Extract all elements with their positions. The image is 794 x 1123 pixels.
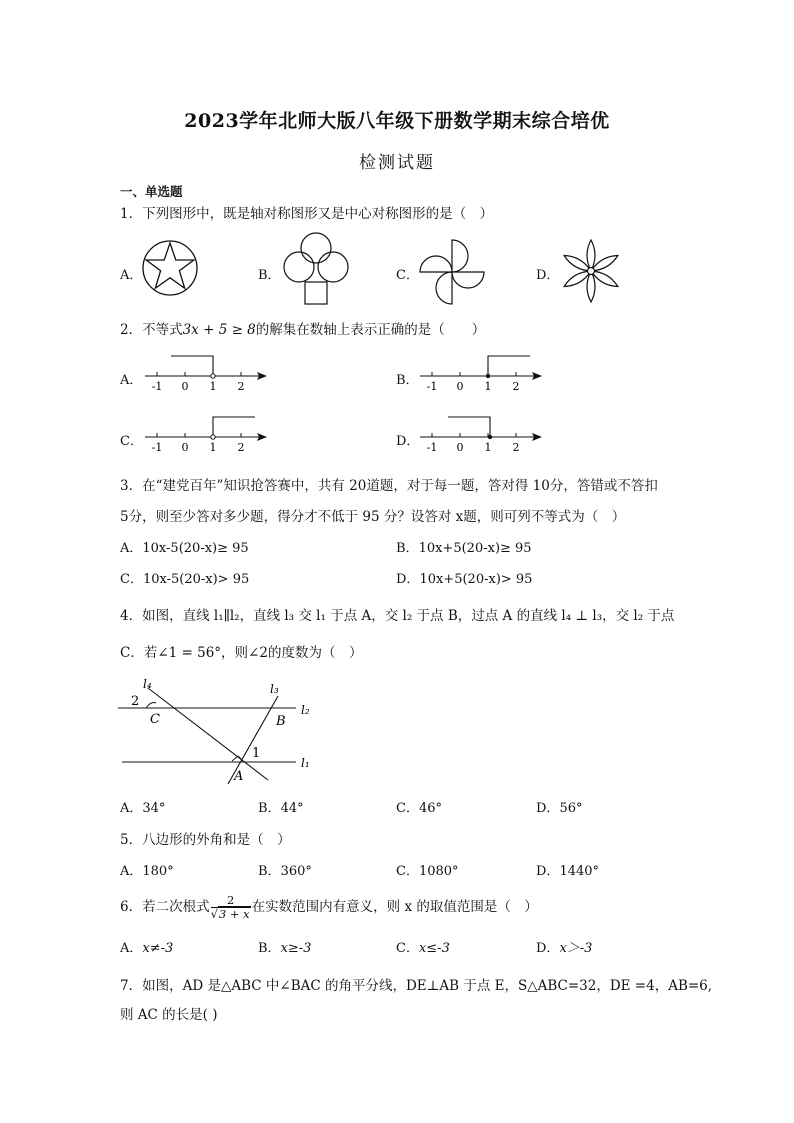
q5-option-c: C．1080° bbox=[396, 864, 459, 879]
number-line-a bbox=[145, 352, 270, 394]
q1-option-c-label: C． bbox=[396, 268, 419, 283]
tick-label: 1 bbox=[209, 380, 217, 393]
label-point-c: C bbox=[150, 712, 160, 727]
q5-option-a: A．180° bbox=[120, 864, 174, 879]
tick-label: -1 bbox=[151, 441, 163, 454]
label-l4: l₄ bbox=[143, 677, 152, 691]
q6-option-d: D．x＞-3 bbox=[536, 941, 593, 956]
q6-option-a: A．x≠-3 bbox=[120, 941, 174, 956]
tick-label: 2 bbox=[512, 441, 520, 454]
q5-option-b: B．360° bbox=[258, 864, 312, 879]
question-7-stem-line1: 7．如图，AD 是△ABC 中∠BAC 的角平分线，DE⊥AB 于点 E，S△ABC=32，DE =4，AB=6, bbox=[120, 978, 713, 994]
q4-option-a: A．34° bbox=[120, 801, 166, 816]
q1-option-d-label: D． bbox=[536, 268, 560, 283]
question-7-stem-line2: 则 AC 的长是( ) bbox=[120, 1007, 218, 1023]
number-line-c bbox=[145, 413, 270, 455]
q3-option-a: A．10x-5(20-x)≥ 95 bbox=[120, 541, 249, 556]
q3-option-d: D．10x+5(20-x)> 95 bbox=[396, 572, 533, 587]
q4-option-d: D．56° bbox=[536, 801, 583, 816]
tick-label: 0 bbox=[181, 441, 189, 454]
label-angle-1: 1 bbox=[252, 746, 261, 761]
page-subtitle: 检测试题 bbox=[359, 153, 435, 173]
q5-option-d: D．1440° bbox=[536, 864, 600, 879]
tick-label: 0 bbox=[181, 380, 189, 393]
question-4-stem-line1: 4．如图，直线 l₁∥l₂，直线 l₃ 交 l₁ 于点 A，交 l₂ 于点 B，过点 A 的直线 l₄ ⊥ l₃，交 l₂ 于点 bbox=[120, 608, 675, 624]
tick-label: 0 bbox=[456, 380, 464, 393]
pinwheel-icon bbox=[418, 238, 488, 308]
parallel-lines-diagram bbox=[118, 676, 328, 791]
tick-label: 2 bbox=[237, 441, 245, 454]
q2-option-a-label: A． bbox=[120, 373, 143, 388]
q2-option-d-label: D． bbox=[396, 434, 420, 449]
radical-fraction: $\frac{2}{√3 + x}$ bbox=[210, 893, 250, 921]
question-1-stem: 1．下列图形中，既是轴对称图形又是中心对称图形的是（ ） bbox=[120, 206, 494, 222]
tick-label: 2 bbox=[237, 380, 245, 393]
question-5-stem: 5．八边形的外角和是（ ） bbox=[120, 832, 291, 848]
tick-label: -1 bbox=[426, 380, 438, 393]
question-2-stem: 2．不等式3x + 5 ≥ 8的解集在数轴上表示正确的是（ ） bbox=[120, 322, 486, 338]
tick-label: 1 bbox=[484, 380, 492, 393]
six-petal-flower-icon bbox=[558, 238, 624, 304]
question-3-stem-line2: 5分，则至少答对多少题，得分才不低于 95 分？设答对 x题，则可列不等式为（ ） bbox=[120, 509, 626, 525]
section-heading: 一、单选题 bbox=[120, 184, 183, 199]
tick-label: 0 bbox=[456, 441, 464, 454]
q2-option-b-label: B． bbox=[396, 373, 419, 388]
tick-label: 2 bbox=[512, 380, 520, 393]
page-title: 2023学年北师大版八年级下册数学期末综合培优 bbox=[184, 110, 610, 132]
question-4-stem-line2: C．若∠1 = 56°，则∠2的度数为（ ） bbox=[120, 645, 363, 661]
inequality-expression: 3x + 5 ≥ 8 bbox=[182, 322, 256, 338]
q2-option-c-label: C． bbox=[120, 434, 143, 449]
tick-label: -1 bbox=[151, 380, 163, 393]
tick-label: 1 bbox=[484, 441, 492, 454]
q6-option-c: C．x≤-3 bbox=[396, 941, 450, 956]
q6-option-b: B．x≥-3 bbox=[258, 941, 312, 956]
q3-option-c: C．10x-5(20-x)> 95 bbox=[120, 572, 250, 587]
label-angle-2: 2 bbox=[131, 694, 140, 709]
number-line-d bbox=[420, 413, 545, 455]
q4-option-b: B．44° bbox=[258, 801, 304, 816]
number-line-b bbox=[420, 352, 545, 394]
tick-label: 1 bbox=[209, 441, 217, 454]
tick-label: -1 bbox=[426, 441, 438, 454]
question-3-stem-line1: 3．在“建党百年”知识抢答赛中，共有 20道题，对于每一题，答对得 10分，答错或不答扣 bbox=[120, 478, 658, 494]
label-l3: l₃ bbox=[270, 682, 279, 696]
three-circles-square-icon bbox=[280, 232, 352, 306]
label-point-b: B bbox=[276, 714, 286, 729]
star-in-circle-icon bbox=[140, 238, 200, 298]
q3-option-b: B．10x+5(20-x)≥ 95 bbox=[396, 541, 532, 556]
q1-option-b-label: B． bbox=[258, 268, 281, 283]
q4-option-c: C．46° bbox=[396, 801, 442, 816]
q1-option-a-label: A． bbox=[120, 268, 143, 283]
label-point-a: A bbox=[234, 769, 244, 784]
label-l2: l₂ bbox=[301, 703, 310, 717]
label-l1: l₁ bbox=[301, 756, 310, 770]
question-6-stem: 6．若二次根式 $\frac{2}{√3 + x}$ 在实数范围内有意义，则 x 的取值范围是（ ） bbox=[120, 893, 538, 921]
